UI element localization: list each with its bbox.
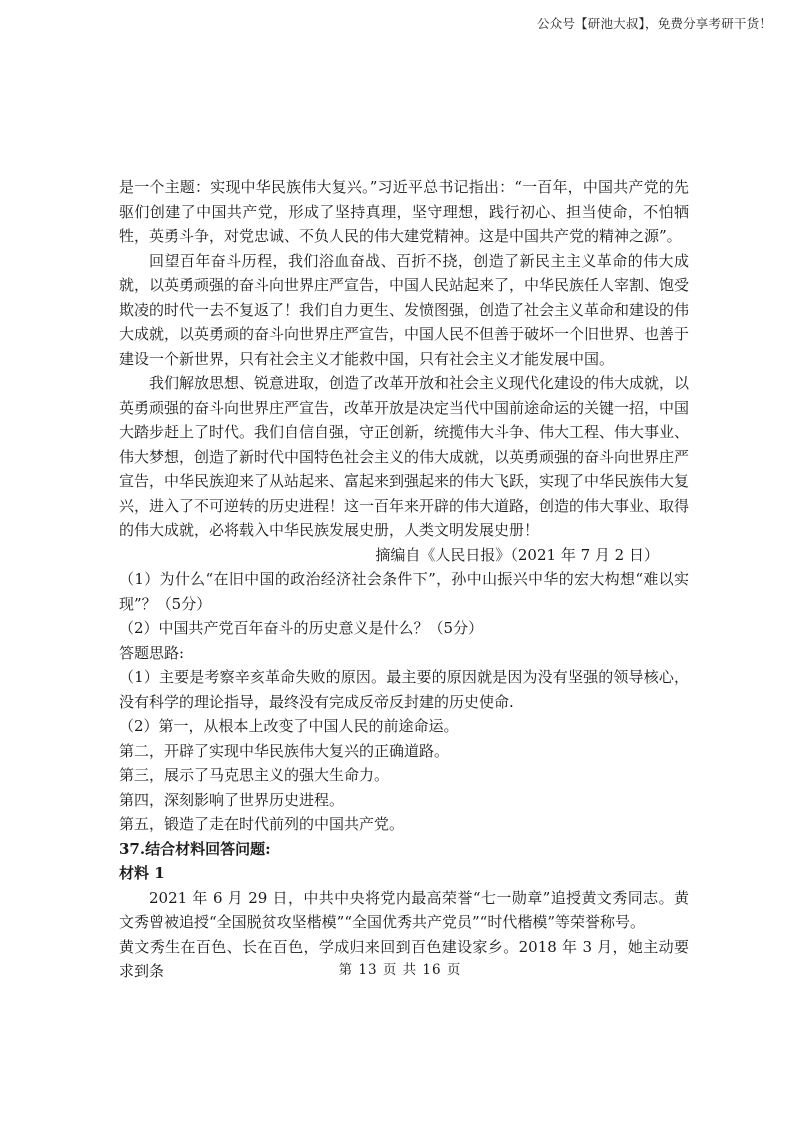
source-citation: 摘编自《人民日报》（2021 年 7 月 2 日）: [375, 545, 659, 564]
answer-1: （1）主要是考察辛亥革命失败的原因。最主要的原因就是因为没有坚强的领导核心，没有科学的理论指导，最终没有完成反帝反封建的历史使命.: [119, 668, 689, 711]
answer-2-point-5: 第五，锻造了走在时代前列的中国共产党。: [119, 815, 405, 833]
question-37-heading: 37.结合材料回答问题:: [119, 839, 271, 858]
answer-2-point-4: 第四，深刻影响了世界历史进程。: [119, 790, 345, 809]
page-number-footer: 第 13 页 共 16 页: [338, 962, 462, 978]
answer-2-point-2: 第二，开辟了实现中华民族伟大复兴的正确道路。: [119, 741, 450, 760]
answer-2-point-3: 第三，展示了马克思主义的强大生命力。: [119, 766, 390, 784]
question-1: （1）为什么“在旧中国的政治经济社会条件下”，孙中山振兴中华的宏大构想“难以实现”？（5分）: [119, 570, 689, 613]
watermark-text: 公众号【研池大叔】，免费分享考研干货！: [536, 16, 772, 31]
paragraph: 2021 年 6 月 29 日，中共中央将党内最高荣誉“七一勋章”追授黄文秀同志。黄文秀曾被追授“全国脱贫攻坚楷模”“全国优秀共产党员”“时代楷模”等荣誉称号。: [119, 888, 689, 931]
answer-2-point-1: （2）第一，从根本上改变了中国人民的前途命运。: [119, 717, 459, 735]
question-2: （2）中国共产党百年奋斗的历史意义是什么？（5分）: [119, 619, 484, 637]
material-1-heading: 材料 1: [119, 864, 165, 882]
paragraph: 黄文秀生在百色、长在百色，学成归来回到百色建设家乡。2018 年 3 月，她主动要求到条: [119, 937, 689, 980]
paragraph: 回望百年奋斗历程，我们浴血奋战、百折不挠，创造了新民主主义革命的伟大成就，以英勇顽强的奋斗向世界庄严宣告，中国人民站起来了，中华民族任人宰割、饱受欺凌的时代一去不复返了！我们自力更生、发愤图强，创造了社会主义革命和建设的伟大成就，以英勇顽的奋斗向世界庄严宣告，中国人民不但善于破坏一个旧世界、也善于建设一个新世界，只有社会主义才能救中国，只有社会主义才能发展中国。: [119, 251, 690, 368]
paragraph: 是一个主题：实现中华民族伟大复兴。”习近平总书记指出：“一百年，中国共产党的先驱们创建了中国共产党，形成了坚持真理，坚守理想，践行初心、担当使命，不怕牺牲，英勇斗争，对党忠诚、不负人民的伟大建党精神。这是中国共产党的精神之源”。: [119, 178, 689, 245]
paragraph: 我们解放思想、锐意进取，创造了改革开放和社会主义现代化建设的伟大成就，以英勇顽强的奋斗向世界庄严宣告，改革开放是决定当代中国前途命运的关键一招，中国大踏步赶上了时代。我们自信自强，守正创新，统揽伟大斗争、伟大工程、伟大事业、伟大梦想，创造了新时代中国特色社会主义的伟大成就，以英勇顽强的奋斗向世界庄严宣告，中华民族迎来了从站起来、富起来到强起来的伟大飞跃，实现了中华民族伟大复兴，进入了不可逆转的历史进程！这一百年来开辟的伟大道路，创造的伟大事业、取得的伟大成就，必将载入中华民族发展史册，人类文明发展史册！: [119, 374, 690, 539]
document-body: [119, 175, 689, 984]
answer-heading: 答题思路:: [119, 643, 185, 662]
